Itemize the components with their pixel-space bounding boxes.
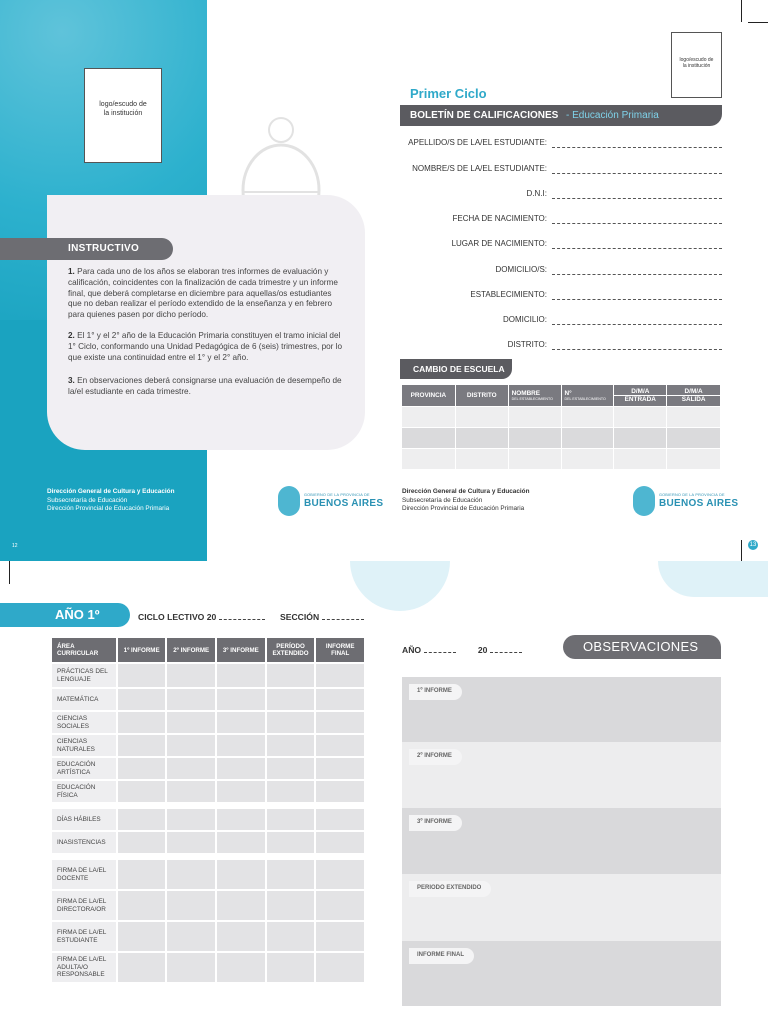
logo-placeholder-right: logo/escudo de la institución (671, 32, 722, 98)
instruction-item-1: 1. Para cada uno de los años se elaboran tres informes de evaluación y calificación, coincidentes con la finalización de cada trimestre y un informe final, que deberá completarse en diciembre para aquellas/os estudiantes que no deban realizar el período extendido de la enseñanza y en febrero para quienes pasen por dicho período. (68, 267, 338, 320)
table-row: FIRMA DE LA/EL DOCENTE (52, 860, 364, 889)
logo-placeholder-left (84, 68, 162, 163)
col-numero: N° DEL ESTABLECIMIENTO (561, 385, 614, 407)
ciclo-lectivo-blank[interactable] (219, 619, 265, 620)
obs-label: 2º INFORME (409, 749, 462, 765)
crop-mark (748, 22, 768, 23)
cambio-escuela-title: CAMBIO DE ESCUELA (400, 359, 512, 379)
col-entrada: D/M/A ENTRADA (614, 385, 667, 407)
table-row: FIRMA DE LA/EL ADULTA/O RESPONSABLE (52, 953, 364, 982)
obs-label: INFORME FINAL (409, 948, 474, 964)
obs-informe-1[interactable] (402, 677, 721, 742)
page-number-left: 12 (12, 543, 18, 549)
obs-periodo-extendido[interactable] (402, 874, 721, 941)
footer-credits-left: Dirección General de Cultura y Educación Subsecretaría de Educación Dirección Provincial de Educación Primaria (47, 488, 175, 513)
wave-decoration (658, 561, 768, 597)
col-area-curricular: ÁREA CURRICULAR (52, 638, 116, 662)
table-row (402, 449, 721, 470)
ano-blank[interactable] (424, 652, 456, 653)
obs-informe-2[interactable] (402, 742, 721, 808)
seccion: SECCIÓN (280, 612, 364, 622)
field-nombres[interactable]: NOMBRE/S DE LA/EL ESTUDIANTE: (370, 164, 722, 176)
table-row: PRÁCTICAS DEL LENGUAJE (52, 664, 364, 687)
ciclo-lectivo: CICLO LECTIVO 20 (138, 612, 265, 622)
field-establecimiento[interactable]: ESTABLECIMIENTO: (370, 290, 722, 302)
page-number-right: 13 (749, 542, 757, 548)
table-spacer (52, 855, 364, 858)
field-dni[interactable]: D.N.I: (370, 189, 722, 201)
instruction-item-2: 2. El 1° y el 2° año de la Educación Primaria constituyen el tramo inicial del 1° Ciclo, conformando una Unidad Pedagógica de 6 (seis) trimestres, por lo que existe una continuidad entre el 1° y el 2° año. (68, 331, 343, 362)
boletin-subtitle: - Educación Primaria (566, 110, 659, 121)
instructions-card (47, 195, 365, 450)
instruction-item-3: 3. En observaciones deberá consignarse una evaluación de desempeño de la/el estudiante en cada trimestre. (68, 376, 342, 396)
ano-title: AÑO 1º (0, 603, 130, 627)
seccion-blank[interactable] (322, 619, 364, 620)
table-row: CIENCIAS NATURALES (52, 735, 364, 756)
cambio-escuela-table (401, 384, 721, 470)
obs-label: PERIODO EXTENDIDO (409, 881, 491, 897)
logo-placeholder-line-2: la institución (103, 109, 143, 117)
col-informe-2: 2º INFORME (167, 638, 215, 662)
cycle-title: Primer Ciclo (410, 86, 487, 101)
field-lugar-nacimiento[interactable]: LUGAR DE NACIMIENTO: (370, 239, 722, 251)
obs-label: 1º INFORME (409, 684, 462, 700)
obs-label: 3º INFORME (409, 815, 462, 831)
field-domicilio[interactable]: DOMICILIO: (370, 315, 722, 327)
crop-mark (741, 0, 742, 22)
field-fecha-nacimiento[interactable]: FECHA DE NACIMIENTO: (370, 214, 722, 226)
table-row: MATEMÁTICA (52, 689, 364, 710)
ano-year-line: AÑO 20 (402, 645, 522, 655)
col-informe-1: 1º INFORME (118, 638, 166, 662)
field-apellidos[interactable]: APELLIDO/S DE LA/EL ESTUDIANTE: (370, 138, 722, 150)
buenos-aires-logo-right: GOBIERNO DE LA PROVINCIA DE BUENOS AIRES (633, 486, 725, 518)
table-row: DÍAS HÁBILES (52, 809, 364, 830)
wave-decoration (350, 561, 450, 611)
table-row (402, 428, 721, 449)
col-provincia: PROVINCIA (402, 385, 456, 407)
col-periodo-extendido: PERÍODO EXTENDIDO (267, 638, 315, 662)
col-salida: D/M/A SALIDA (667, 385, 721, 407)
table-row: FIRMA DE LA/EL ESTUDIANTE (52, 922, 364, 951)
table-row (402, 407, 721, 428)
col-distrito: DISTRITO (455, 385, 508, 407)
footer-credits-right: Dirección General de Cultura y Educación Subsecretaría de Educación Dirección Provincial de Educación Primaria (402, 488, 530, 513)
col-nombre: NOMBRE DEL ESTABLECIMIENTO (508, 385, 561, 407)
obs-informe-final[interactable] (402, 941, 721, 1006)
logo-placeholder-line-1: logo/escudo de (99, 101, 147, 108)
buenos-aires-logo-left: GOBIERNO DE LA PROVINCIA DE BUENOS AIRES (278, 486, 370, 518)
boletin-title-bar (400, 105, 722, 126)
table-row: CIENCIAS SOCIALES (52, 712, 364, 733)
field-domicilios[interactable]: DOMICILIO/S: (370, 265, 722, 277)
grades-table (50, 636, 366, 984)
table-row: EDUCACIÓN FÍSICA (52, 781, 364, 802)
boletin-title: BOLETÍN DE CALIFICACIONES (410, 110, 559, 121)
col-informe-final: INFORME FINAL (316, 638, 364, 662)
year-blank[interactable] (490, 652, 522, 653)
table-spacer (52, 804, 364, 807)
table-row: EDUCACIÓN ARTÍSTICA (52, 758, 364, 779)
field-distrito[interactable]: DISTRITO: (370, 340, 722, 352)
province-map-icon (633, 486, 655, 516)
observaciones-title: OBSERVACIONES (563, 635, 721, 659)
col-informe-3: 3º INFORME (217, 638, 265, 662)
province-map-icon (278, 486, 300, 516)
table-row: INASISTENCIAS (52, 832, 364, 853)
instructivo-title: INSTRUCTIVO (0, 238, 173, 260)
table-row: FIRMA DE LA/EL DIRECTORA/OR (52, 891, 364, 920)
obs-informe-3[interactable] (402, 808, 721, 874)
